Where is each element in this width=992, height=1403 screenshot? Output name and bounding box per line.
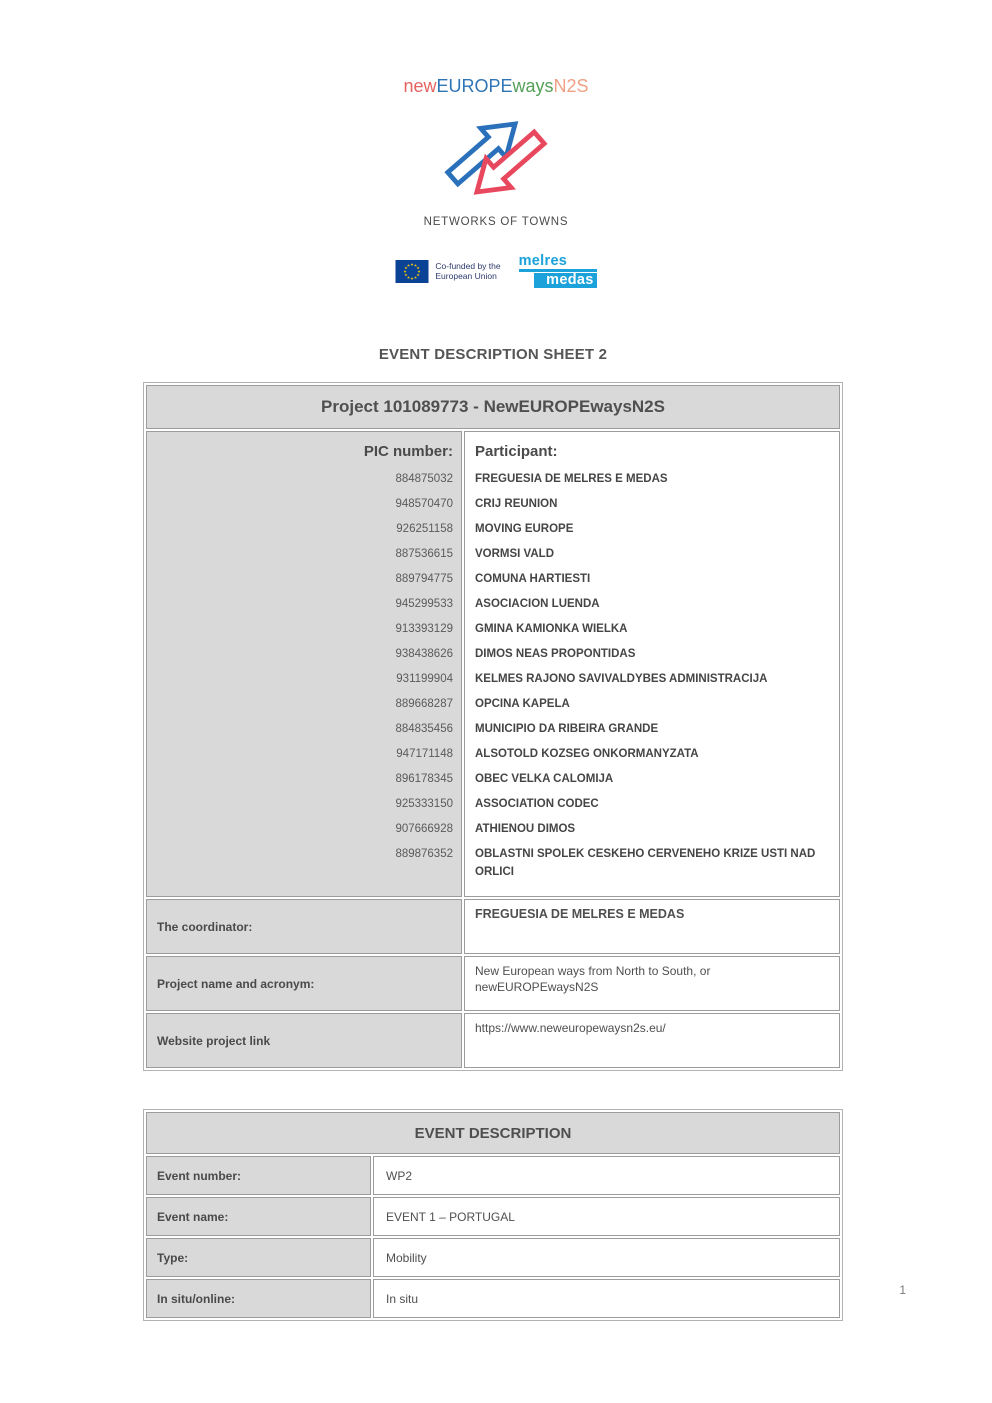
project-info-row bbox=[146, 956, 840, 1011]
pic-number: 926251158 bbox=[396, 523, 453, 535]
networks-of-towns-logo bbox=[0, 109, 992, 210]
medas-label: medas bbox=[534, 273, 597, 288]
wordmark-n2s: N2S bbox=[553, 76, 589, 96]
pic-number: 948570470 bbox=[395, 498, 453, 510]
info-value: New European ways from North to South, or newEUROPEwaysN2S bbox=[464, 956, 840, 1011]
info-label: Project name and acronym: bbox=[146, 956, 462, 1011]
eu-text-line2: European Union bbox=[435, 271, 497, 281]
project-table-header: Project 101089773 - NewEUROPEwaysN2S bbox=[146, 385, 840, 429]
participant-header: Participant: bbox=[475, 443, 558, 460]
participant-name: ATHIENOU DIMOS bbox=[475, 823, 576, 835]
document-title: EVENT DESCRIPTION SHEET 2 bbox=[378, 346, 608, 363]
pic-number: 938438626 bbox=[395, 648, 453, 660]
melres-label: melres bbox=[518, 252, 568, 269]
pic-number-column bbox=[146, 431, 462, 897]
participant-name: MOVING EUROPE bbox=[475, 523, 574, 535]
event-label: Event number: bbox=[146, 1156, 371, 1195]
event-value: EVENT 1 – PORTUGAL bbox=[373, 1197, 840, 1236]
document-header bbox=[0, 0, 992, 288]
event-label: Type: bbox=[146, 1238, 371, 1277]
logo-tagline: NETWORKS OF TOWNS bbox=[423, 216, 569, 228]
pic-number: 907666928 bbox=[395, 823, 453, 835]
event-info-row bbox=[146, 1238, 840, 1277]
pic-number-header: PIC number: bbox=[363, 443, 453, 460]
participant-list bbox=[475, 470, 825, 881]
participant-name: GMINA KAMIONKA WIELKA bbox=[475, 623, 628, 635]
document-content bbox=[143, 346, 843, 1321]
pic-number: 925333150 bbox=[395, 798, 453, 810]
pic-number: 947171148 bbox=[396, 748, 453, 760]
participant-name: OBEC VELKA CALOMIJA bbox=[475, 773, 614, 785]
pic-number: 889794775 bbox=[395, 573, 453, 585]
project-table bbox=[143, 382, 843, 1071]
crossed-arrows-icon bbox=[443, 109, 549, 205]
partner-logos-row bbox=[0, 254, 992, 288]
participant-name: ALSOTOLD KOZSEG ONKORMANYZATA bbox=[475, 748, 699, 760]
pic-number: 884875032 bbox=[395, 473, 453, 485]
event-table-header: EVENT DESCRIPTION bbox=[146, 1112, 840, 1154]
event-value: WP2 bbox=[373, 1156, 840, 1195]
participant-name: CRIJ REUNION bbox=[475, 498, 558, 510]
eu-cofunded-text bbox=[435, 261, 500, 282]
pic-number: 889876352 bbox=[395, 848, 453, 860]
event-description-table bbox=[143, 1109, 843, 1321]
participant-name: KELMES RAJONO SAVIVALDYBES ADMINISTRACIJA bbox=[475, 673, 768, 685]
event-info-row bbox=[146, 1156, 840, 1195]
participant-name: ASSOCIATION CODEC bbox=[475, 798, 599, 810]
melres-medas-logo bbox=[518, 252, 597, 288]
participant-name: OBLASTNI SPOLEK CESKEHO CERVENEHO KRIZE USTI NAD ORLICI bbox=[475, 848, 816, 878]
pic-number: 889668287 bbox=[395, 698, 453, 710]
eu-flag-icon bbox=[395, 260, 429, 283]
participant-name: COMUNA HARTIESTI bbox=[475, 573, 591, 585]
pic-number: 931199904 bbox=[396, 673, 453, 685]
eu-text-line1: Co-funded by the bbox=[435, 260, 501, 271]
event-value: In situ bbox=[373, 1279, 840, 1318]
project-info-row bbox=[146, 899, 840, 954]
pic-number: 884835456 bbox=[395, 723, 453, 735]
pic-number: 896178345 bbox=[395, 773, 453, 785]
pic-number: 887536615 bbox=[395, 548, 453, 560]
project-info-row bbox=[146, 1013, 840, 1068]
participant-name: OPCINA KAPELA bbox=[475, 698, 570, 710]
wordmark-ways: ways bbox=[512, 76, 554, 96]
pic-number: 913393129 bbox=[395, 623, 453, 635]
info-label: The coordinator: bbox=[146, 899, 462, 954]
pic-number: 945299533 bbox=[395, 598, 453, 610]
event-info-row bbox=[146, 1197, 840, 1236]
participant-name: DIMOS NEAS PROPONTIDAS bbox=[475, 648, 636, 660]
event-label: Event name: bbox=[146, 1197, 371, 1236]
event-label: In situ/online: bbox=[146, 1279, 371, 1318]
project-wordmark bbox=[0, 0, 992, 97]
page-number: 1 bbox=[899, 1283, 906, 1297]
participant-name: VORMSI VALD bbox=[475, 548, 555, 560]
eu-cofunded-logo bbox=[395, 260, 500, 283]
info-value: FREGUESIA DE MELRES E MEDAS bbox=[464, 899, 840, 954]
participant-column bbox=[464, 431, 840, 897]
info-value: https://www.neweuropewaysn2s.eu/ bbox=[464, 1013, 840, 1068]
participant-name: FREGUESIA DE MELRES E MEDAS bbox=[475, 473, 668, 485]
wordmark-europe: EUROPE bbox=[436, 76, 513, 96]
event-value: Mobility bbox=[373, 1238, 840, 1277]
participant-name: MUNICIPIO DA RIBEIRA GRANDE bbox=[475, 723, 659, 735]
participant-name: ASOCIACION LUENDA bbox=[475, 598, 600, 610]
event-info-row bbox=[146, 1279, 840, 1318]
pic-number-list bbox=[147, 470, 453, 863]
wordmark-new: new bbox=[403, 76, 437, 96]
info-label: Website project link bbox=[146, 1013, 462, 1068]
